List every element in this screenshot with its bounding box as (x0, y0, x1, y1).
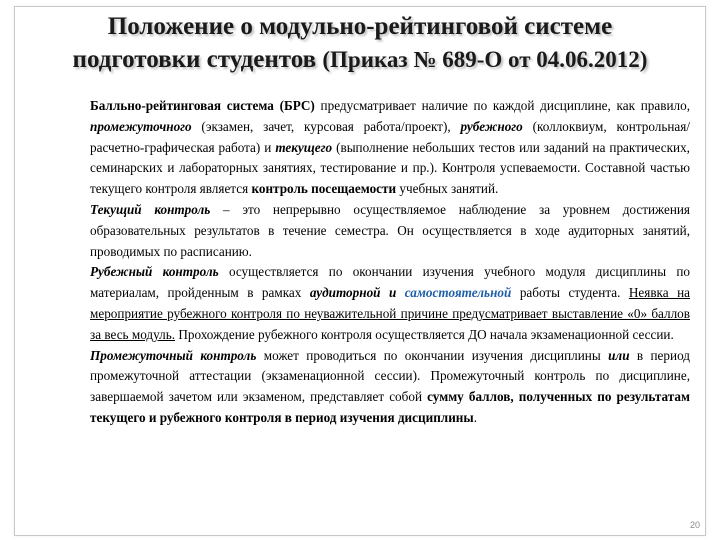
slide-title (40, 10, 680, 76)
text: Прохождение рубежного контроля осуществляется ДО начала экзаменационной сессии. (175, 326, 674, 342)
text: предусматривает наличие по каждой дисциплине, как правило, (314, 98, 690, 113)
text: в период промежуточной аттестации (экзаменационной сессии). Промежуточный контроль по дисциплине, завершаемой зачетом или экзаменом, представляет собой (90, 347, 690, 405)
term-or: или (608, 347, 630, 363)
term-boundary: рубежного (460, 118, 523, 134)
text: (коллоквиум, контрольная/расчетно-графическая работа) и (90, 118, 690, 155)
text: (экзамен, зачет, курсовая работа/проект), (191, 118, 461, 134)
paragraph-boundary-control (90, 262, 690, 345)
text: и (380, 285, 405, 301)
term-brs: Балльно-рейтинговая система (БРС) (90, 98, 315, 113)
text: может проводиться по окончании изучения дисциплины (256, 347, 609, 363)
term-independent: самостоятельной (404, 285, 512, 301)
term-current: текущего (275, 139, 333, 155)
underlined-rule: Неявка на мероприятие рубежного контроля по неуважительной причине предусматривает выставление «0» баллов за весь модуль. (90, 285, 690, 342)
paragraph-intermediate-control (90, 346, 690, 429)
title-line-1: Положение о модульно-рейтинговой системе (107, 13, 613, 40)
text: учебных занятий. (396, 181, 499, 197)
term-current-control: Текущий контроль (90, 201, 211, 217)
title-line-2 (40, 43, 680, 76)
term-attendance-control: контроль посещаемости (251, 181, 397, 197)
term-sum-of-points: сумму баллов, полученных по результатам текущего и рубежного контроля в период изучения дисциплины (90, 389, 690, 425)
term-boundary-control: Рубежный контроль (90, 264, 219, 280)
term-intermediate: промежуточного (90, 118, 192, 134)
term-intermediate-control: Промежуточный контроль (90, 347, 257, 363)
text: . (473, 409, 477, 425)
text: (выполнение небольших тестов или заданий на практических, семинарских и лабораторных занятиях, тестирование и пр.). Контроля успеваемости. Составной частью текущего контроля является (90, 139, 690, 197)
title-line-2-main: подготовки студентов (72, 46, 317, 73)
title-order-reference: (Приказ № 689-О от 04.06.2012) (322, 47, 648, 72)
text: – это непрерывно осуществляемое наблюдение за уровнем достижения образовательных результатов в течение семестра. Он осуществляется в ходе аудиторных занятий, проводимых по расписанию. (90, 201, 690, 259)
term-classroom: аудиторной (309, 285, 381, 301)
slide-body (90, 96, 690, 429)
paragraph-brs (90, 96, 690, 200)
text: работы студента. (511, 285, 629, 301)
text: осуществляется по окончании изучения учебного модуля дисциплины по материалам, пройденным в рамках (90, 264, 690, 301)
page-number: 20 (689, 520, 700, 530)
paragraph-current-control (90, 200, 690, 262)
